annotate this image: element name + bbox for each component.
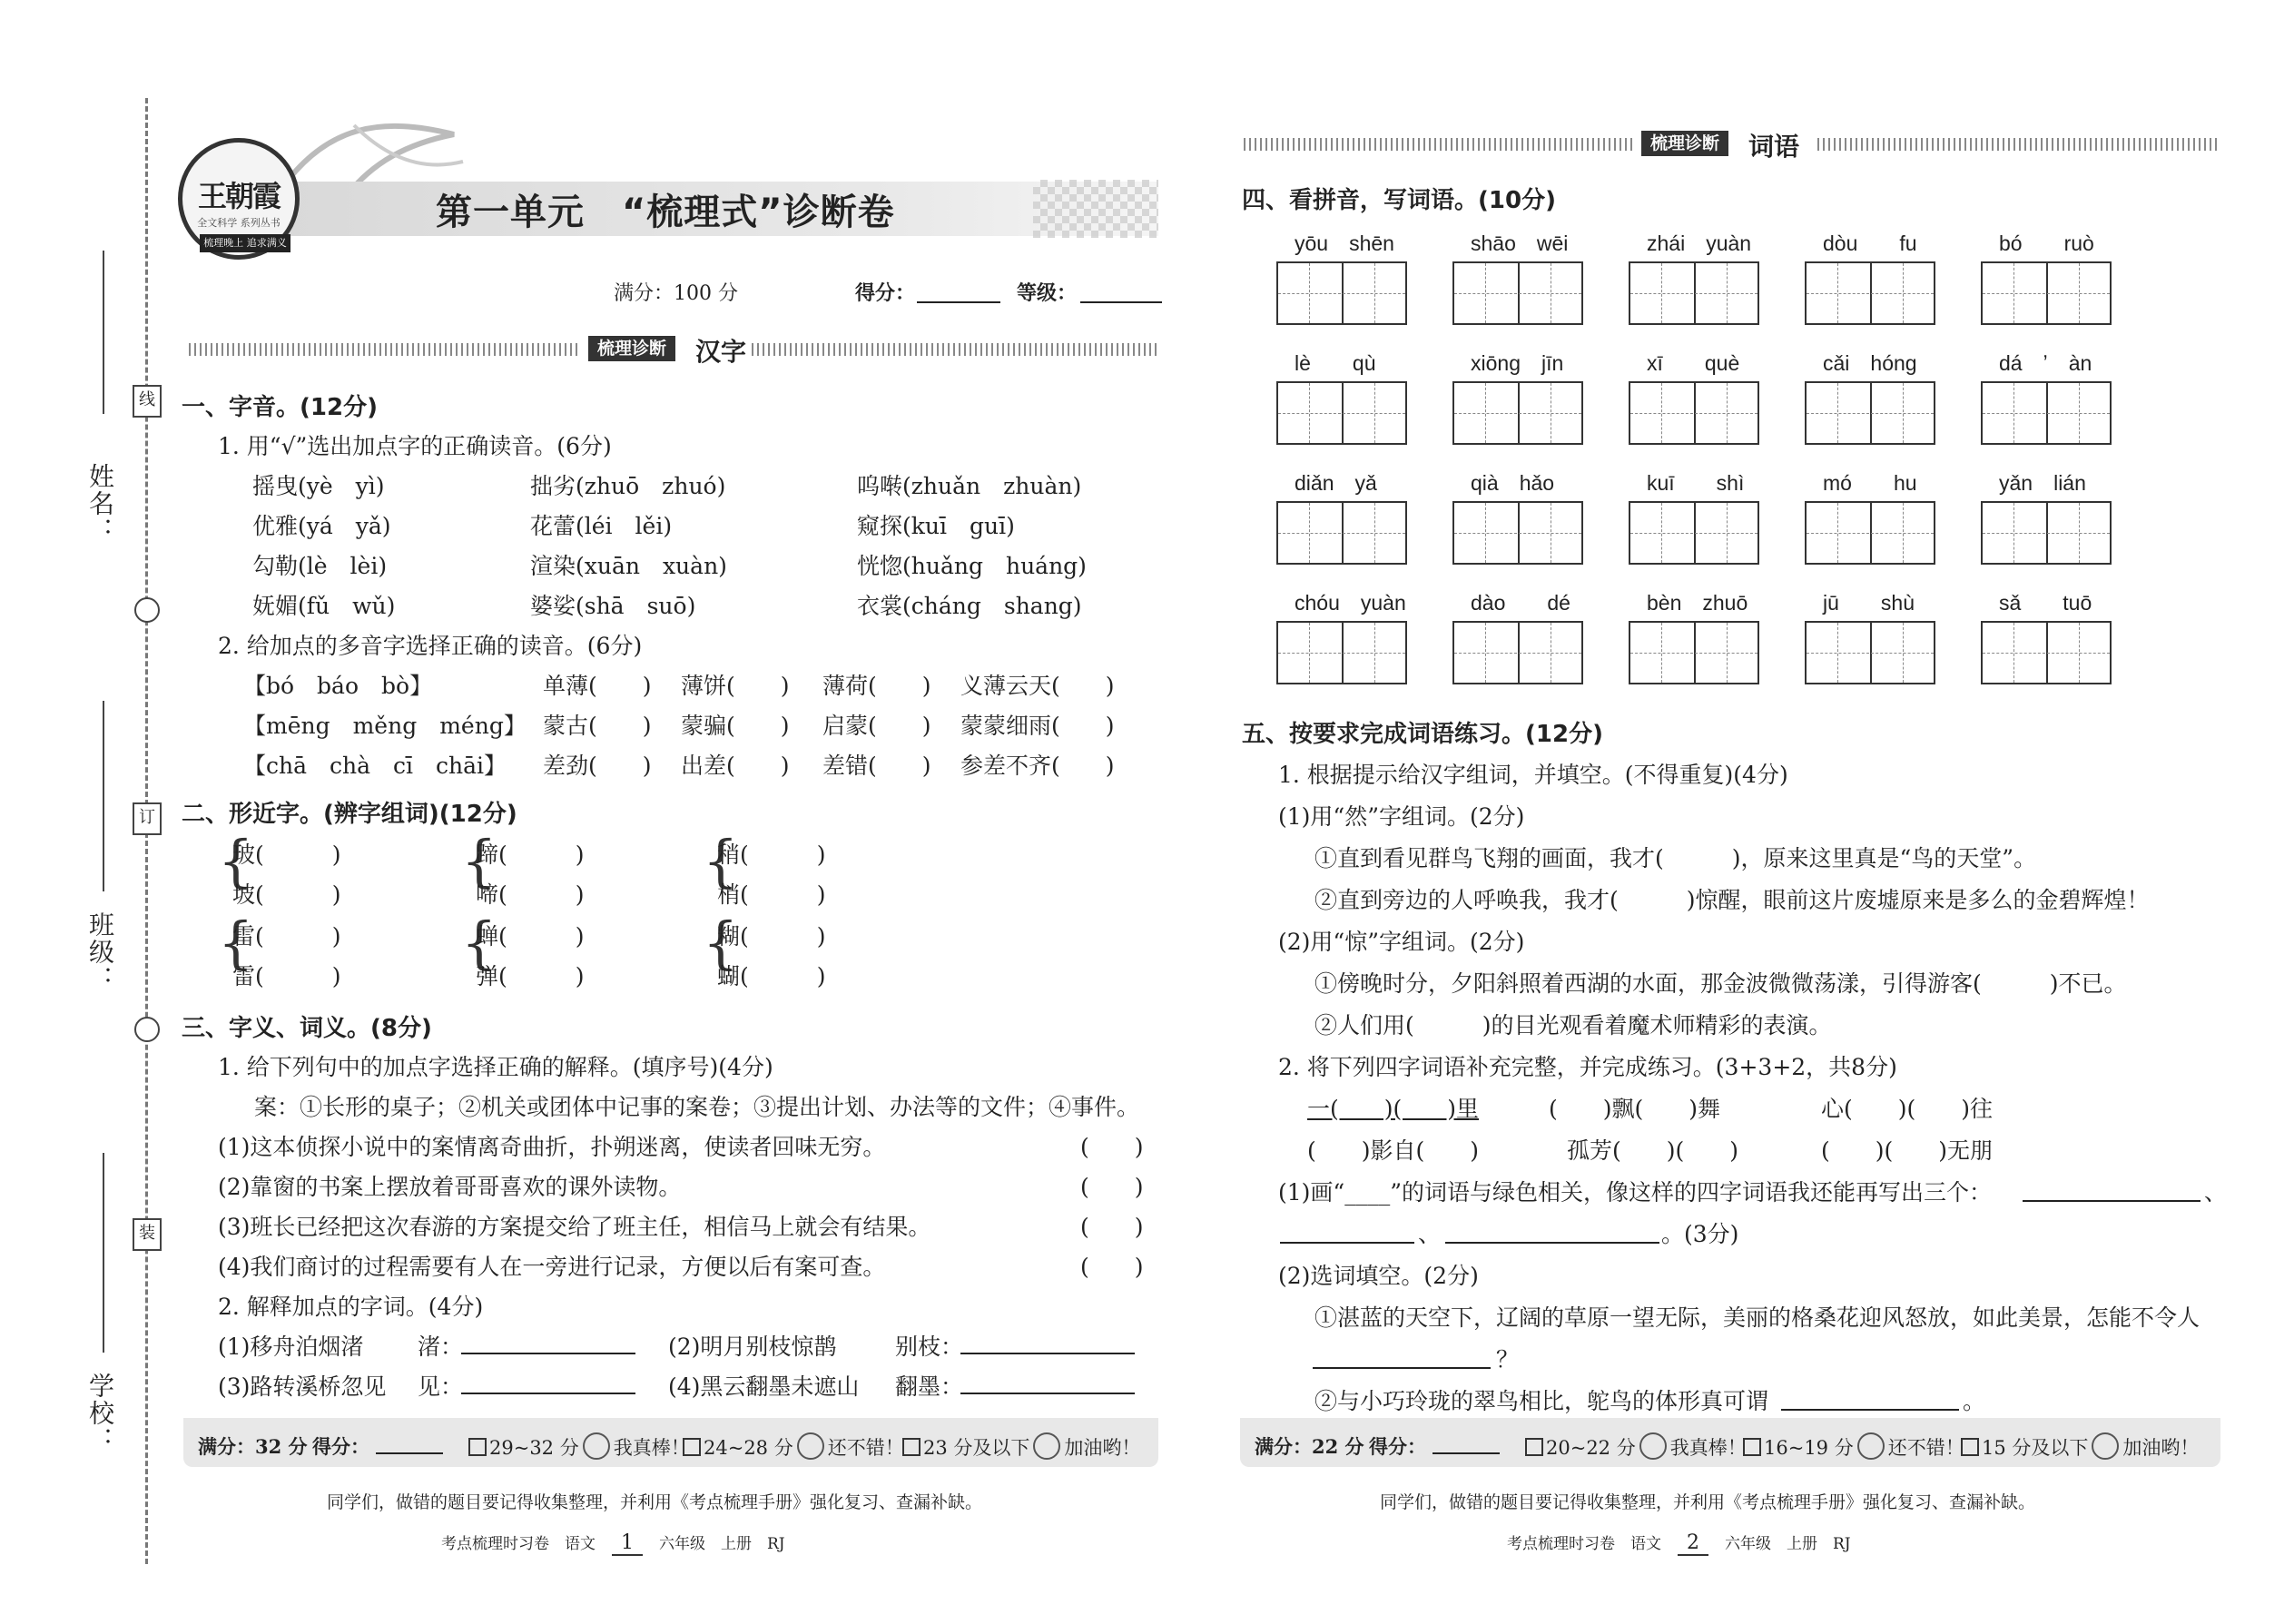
- page-number: 1: [612, 1531, 643, 1556]
- q5-sub2: 2. 将下列四字词语补充完整，并完成练习。(3+3+2，共8分): [1278, 1054, 1897, 1080]
- q3-item: (2)靠窗的书案上摆放着哥哥喜欢的课外读物。: [218, 1174, 682, 1200]
- q1-item[interactable]: 衣裳(cháng shang): [857, 593, 1082, 619]
- q3-word: 渚：: [418, 1334, 464, 1360]
- footer-score-label: 得分：: [1369, 1435, 1426, 1458]
- q1-blank[interactable]: 差劲( ): [543, 753, 652, 779]
- q2-item[interactable]: 啼( ): [476, 881, 585, 908]
- q2-item[interactable]: 玻( ): [232, 842, 341, 868]
- q3-answer-line[interactable]: [960, 1393, 1135, 1394]
- q2-item[interactable]: 雷( ): [232, 923, 341, 950]
- q5-part: (1)用“然”字组词。(2分): [1278, 803, 1525, 830]
- footer-score-label: 得分：: [312, 1435, 369, 1458]
- q1-item[interactable]: 优雅(yá yǎ): [252, 513, 391, 539]
- range-text: 16~19 分: [1764, 1437, 1854, 1459]
- binding-hole-icon: [134, 597, 160, 623]
- q1-item[interactable]: 窥探(kuī guī): [857, 513, 1015, 539]
- q5-part: (2)选词填空。(2分): [1278, 1263, 1479, 1289]
- q5-answer-line[interactable]: [1313, 1367, 1491, 1369]
- writing-grid-box[interactable]: [1805, 261, 1935, 325]
- q5-score: 。(3分): [1661, 1221, 1739, 1247]
- footer-note: 同学们，做错的题目要记得收集整理，并利用《考点梳理手册》强化复习、查漏补缺。: [327, 1492, 983, 1512]
- q5-answer-line[interactable]: [2023, 1200, 2200, 1202]
- q1-blank[interactable]: 出差( ): [681, 753, 790, 779]
- pinyin-label: yōu shēn: [1295, 231, 1394, 255]
- grade-field[interactable]: [1080, 278, 1162, 303]
- q1-choices: 【bó báo bò】: [243, 673, 433, 699]
- page-line: [441, 1530, 785, 1556]
- pinyin-label: mó hu: [1823, 471, 1917, 495]
- q2-item[interactable]: 雷( ): [232, 963, 341, 989]
- q5-part: (1)画“____”的词语与绿色相关，像这样的四字词语我还能再写出三个：: [1278, 1179, 1992, 1206]
- writing-grid-box[interactable]: [1452, 381, 1583, 445]
- q3-poem: (2)明月别枝惊鹊: [668, 1334, 837, 1360]
- q5-idiom[interactable]: 孤芳( )( ): [1567, 1137, 1739, 1164]
- range-comment: 加油哟！: [2122, 1437, 2200, 1459]
- writing-grid-box[interactable]: [1805, 381, 1935, 445]
- brace-icon: {: [703, 828, 739, 894]
- q1-item[interactable]: 勾勒(lè lèi): [252, 553, 388, 579]
- logo-text: 王朝霞: [197, 179, 280, 213]
- q1-item[interactable]: 恍惚(huǎng huáng): [857, 553, 1087, 579]
- q2-heading: 二、形近字。(辨字组词)(12分): [182, 801, 517, 828]
- range-text: 20~22 分: [1546, 1437, 1636, 1459]
- writing-grid-box[interactable]: [1276, 261, 1407, 325]
- section-label: 汉字: [695, 337, 747, 367]
- range-comment: 还不错！: [1887, 1437, 1964, 1459]
- cheer-face-icon: [1033, 1432, 1060, 1460]
- pinyin-label: cǎi hóng: [1823, 351, 1917, 375]
- q1-blank[interactable]: 差错( ): [822, 753, 931, 779]
- q1-item[interactable]: 摇曳(yè yì): [252, 473, 385, 499]
- q1-item[interactable]: 拙劣(zhuō zhuó): [530, 473, 726, 499]
- score-field[interactable]: [917, 278, 1000, 303]
- pinyin-label: xiōng jīn: [1471, 351, 1564, 375]
- q3-answer-blank[interactable]: ( ): [1080, 1254, 1144, 1280]
- q5-idiom[interactable]: 一( )( )里: [1307, 1096, 1480, 1122]
- q3-answer-blank[interactable]: ( ): [1080, 1174, 1144, 1200]
- writing-grid-box[interactable]: [1452, 621, 1583, 684]
- section-label: 词语: [1748, 132, 1800, 162]
- brace-icon: {: [218, 910, 254, 976]
- checkbox[interactable]: [902, 1438, 921, 1456]
- range-text: 24~28 分: [704, 1437, 793, 1459]
- q1-blank[interactable]: 单薄( ): [543, 673, 652, 699]
- q2-item[interactable]: 蝉( ): [476, 923, 585, 950]
- footer-score-field[interactable]: [1433, 1452, 1500, 1454]
- q1-choices: 【chā chà cī chāi】: [243, 753, 507, 779]
- q3-poem: (1)移舟泊烟渚: [218, 1334, 364, 1360]
- pinyin-label: sǎ tuō: [1999, 591, 2092, 615]
- checkbox[interactable]: [683, 1438, 701, 1456]
- q3-item: (3)班长已经把这次春游的方案提交给了班主任，相信马上就会有结果。: [218, 1214, 931, 1240]
- q5-qmark: ？: [1496, 1346, 1520, 1373]
- q1-item[interactable]: 妩媚(fǔ wǔ): [252, 593, 396, 619]
- range-text: 29~32 分: [489, 1437, 579, 1459]
- writing-grid-box[interactable]: [1805, 501, 1935, 565]
- pinyin-label: zhái yuàn: [1647, 231, 1752, 255]
- q1-item[interactable]: 婆娑(shā suō): [530, 593, 696, 619]
- checkbox[interactable]: [468, 1438, 487, 1456]
- pinyin-label: kuī shì: [1647, 471, 1745, 495]
- q5-answer-line[interactable]: [1280, 1242, 1414, 1244]
- q5-sub1: 1. 根据提示给汉字组词，并填空。(不得重复)(4分): [1278, 762, 1788, 788]
- writing-grid-box[interactable]: [1629, 381, 1759, 445]
- q2-item[interactable]: 弹( ): [476, 963, 585, 989]
- range-text: 23 分及以下: [923, 1437, 1030, 1459]
- logo-sub: 全文科学 系列丛书: [197, 217, 281, 229]
- writing-grid-box[interactable]: [1629, 621, 1759, 684]
- q2-item[interactable]: 糊( ): [717, 923, 826, 950]
- q5-sentence[interactable]: ①直到看见群鸟飞翔的画面，我才( )，原来这里真是“鸟的天堂”。: [1314, 845, 2037, 871]
- q1-item[interactable]: 呜啭(zhuǎn zhuàn): [857, 473, 1082, 499]
- writing-grid-box[interactable]: [1981, 261, 2112, 325]
- q5-answer-line[interactable]: [1781, 1409, 1959, 1411]
- q5-sentence[interactable]: ②直到旁边的人呼唤我，我才( )惊醒，眼前这片废墟原来是多么的金碧辉煌！: [1314, 887, 2150, 913]
- section-strip: [189, 343, 579, 356]
- checkbox[interactable]: [1743, 1438, 1761, 1456]
- q3-poem: (4)黑云翻墨未遮山: [668, 1373, 860, 1400]
- q5-heading: 五、按要求完成词语练习。(12分): [1242, 721, 1603, 748]
- q3-poem: (3)路转溪桥忽见: [218, 1373, 387, 1400]
- class-fill-line[interactable]: [103, 701, 104, 891]
- writing-grid-box[interactable]: [1629, 501, 1759, 565]
- pinyin-label: bèn zhuō: [1647, 591, 1748, 615]
- writing-grid-box[interactable]: [1629, 261, 1759, 325]
- cheer-face-icon: [2092, 1432, 2119, 1460]
- class-label: 班级：: [85, 911, 115, 993]
- pinyin-label: lè qù: [1295, 351, 1376, 375]
- brace-icon: {: [218, 828, 254, 894]
- pinyin-label: xī què: [1647, 351, 1740, 375]
- q3-answer-line[interactable]: [461, 1393, 635, 1394]
- q5-idiom[interactable]: ( )飘( )舞: [1549, 1096, 1721, 1122]
- q2-item[interactable]: 蝴( ): [717, 963, 826, 989]
- q5-part: (2)用“惊”字组词。(2分): [1278, 929, 1525, 955]
- footer-range: [902, 1432, 1140, 1461]
- q5-answer-line[interactable]: [1445, 1242, 1659, 1244]
- footer-range: [683, 1432, 904, 1461]
- footer-range: [1743, 1432, 1964, 1461]
- q5-comma: 、: [2204, 1179, 2228, 1206]
- q2-item[interactable]: 坡( ): [232, 881, 341, 908]
- writing-grid-box[interactable]: [1276, 381, 1407, 445]
- section-tag: 梳理诊断: [1641, 131, 1728, 156]
- q5-comma: 、: [1418, 1221, 1442, 1247]
- page-line-a: 考点梳理时习卷 语文: [441, 1535, 596, 1553]
- pinyin-label: shāo wēi: [1471, 231, 1569, 255]
- q3-item: (4)我们商讨的过程需要有人在一旁进行记录，方便以后有案可查。: [218, 1254, 886, 1280]
- checkbox[interactable]: [1525, 1438, 1543, 1456]
- range-comment: 还不错！: [827, 1437, 904, 1459]
- q1-blank[interactable]: 薄饼( ): [681, 673, 790, 699]
- brace-icon: {: [461, 828, 497, 894]
- q4-heading: 四、看拼音，写词语。(10分): [1242, 187, 1556, 214]
- q1-item[interactable]: 花蕾(léi lěi): [530, 513, 673, 539]
- footer-range: [468, 1432, 690, 1461]
- q3-word: 翻墨：: [895, 1373, 964, 1400]
- page-line-b: 六年级 上册 RJ: [1725, 1535, 1851, 1553]
- range-comment: 我真棒！: [1669, 1437, 1747, 1459]
- q1-blank[interactable]: 蒙蒙细雨( ): [960, 713, 1115, 739]
- writing-grid-box[interactable]: [1981, 621, 2112, 684]
- q3-answer-line[interactable]: [461, 1353, 635, 1354]
- binding-tag-order: 订: [133, 802, 162, 835]
- pinyin-label: jū shù: [1823, 591, 1915, 615]
- pinyin-label: bó ruò: [1999, 231, 2094, 255]
- writing-grid-box[interactable]: [1981, 381, 2112, 445]
- footer-range: [1525, 1432, 1747, 1461]
- footer-full: 满分：22 分: [1255, 1435, 1364, 1458]
- page-title: 第一单元 “梳理式”诊断卷: [436, 192, 895, 233]
- school-fill-line[interactable]: [103, 1153, 104, 1353]
- footer-range: [1961, 1432, 2199, 1461]
- pinyin-label: yǎn lián: [1999, 471, 2086, 495]
- writing-grid-box[interactable]: [1276, 621, 1407, 684]
- q1-blank[interactable]: 启蒙( ): [822, 713, 931, 739]
- school-label: 学校：: [85, 1373, 115, 1454]
- section-tag: 梳理诊断: [588, 336, 675, 361]
- smile-face-icon: [1857, 1432, 1885, 1460]
- range-text: 15 分及以下: [1982, 1437, 2089, 1459]
- q5-sentence: ②与小巧玲珑的翠鸟相比，鸵鸟的体形真可谓: [1314, 1388, 1769, 1414]
- brace-icon: {: [461, 910, 497, 976]
- q1-sub1: 1. 用“√”选出加点字的正确读音。(6分): [218, 433, 612, 459]
- footer-full: 满分：32 分: [198, 1435, 308, 1458]
- brace-icon: {: [703, 910, 739, 976]
- grade-label: 等级：: [1017, 281, 1078, 305]
- q3-sub1: 1. 给下列句中的加点字选择正确的解释。(填序号)(4分): [218, 1054, 773, 1080]
- q3-options: 案：①长形的桌子；②机关或团体中记事的案卷；③提出计划、办法等的文件；④事件。: [254, 1094, 1140, 1120]
- binding-tag-line: 线: [133, 385, 162, 418]
- logo-ribbon: 梳理晚上 追求满义: [200, 234, 290, 252]
- section-strip: [752, 343, 1158, 356]
- checker-decoration: [1033, 180, 1158, 238]
- writing-grid-box[interactable]: [1452, 501, 1583, 565]
- q3-answer-blank[interactable]: ( ): [1080, 1134, 1144, 1160]
- q5-sentence: ①湛蓝的天空下，辽阔的草原一望无际，美丽的格桑花迎风怒放，如此美景，怎能不令人: [1314, 1304, 2200, 1331]
- q2-item[interactable]: 蹄( ): [476, 842, 585, 868]
- q1-blank[interactable]: 蒙骗( ): [681, 713, 790, 739]
- q1-sub2: 2. 给加点的多音字选择正确的读音。(6分): [218, 633, 643, 659]
- q1-item[interactable]: 渲染(xuān xuàn): [530, 553, 727, 579]
- page-line-a: 考点梳理时习卷 语文: [1507, 1535, 1661, 1553]
- q5-idiom[interactable]: ( )影自( ): [1307, 1137, 1480, 1164]
- page-line-b: 六年级 上册 RJ: [659, 1535, 785, 1553]
- pinyin-label: dào dé: [1471, 591, 1570, 615]
- section-strip: [1244, 138, 1636, 151]
- writing-grid-box[interactable]: [1276, 501, 1407, 565]
- pinyin-label: dòu fu: [1823, 231, 1917, 255]
- q3-item: (1)这本侦探小说中的案情离奇曲折，扑朔迷离，使读者回味无穷。: [218, 1134, 886, 1160]
- q5-sentence[interactable]: ①傍晚时分，夕阳斜照着西湖的水面，那金波微微荡漾，引得游客( )不已。: [1314, 970, 2127, 997]
- name-fill-line[interactable]: [103, 251, 104, 414]
- pinyin-label: qià hǎo: [1471, 471, 1555, 495]
- q2-item[interactable]: 梢( ): [717, 881, 826, 908]
- q5-end: 。: [1963, 1388, 1986, 1414]
- q3-answer-line[interactable]: [960, 1353, 1135, 1354]
- range-comment: 加油哟！: [1064, 1437, 1141, 1459]
- binding-hole-icon: [134, 1017, 160, 1042]
- q3-answer-blank[interactable]: ( ): [1080, 1214, 1144, 1240]
- full-score: 满分：100 分: [614, 282, 738, 305]
- q5-idiom[interactable]: ( )( )无朋: [1821, 1137, 1994, 1164]
- q1-heading: 一、字音。(12分): [182, 394, 378, 421]
- range-comment: 我真棒！: [613, 1437, 690, 1459]
- score-label: 得分：: [855, 281, 916, 305]
- pinyin-label: dá ʼ àn: [1999, 351, 2092, 375]
- q3-heading: 三、字义、词义。(8分): [182, 1015, 432, 1042]
- q3-word: 别枝：: [895, 1334, 964, 1360]
- binding-tag-install: 装: [133, 1218, 162, 1251]
- section-strip: [1817, 138, 2217, 151]
- pinyin-label: chóu yuàn: [1295, 591, 1406, 615]
- q1-blank[interactable]: 参差不齐( ): [960, 753, 1115, 779]
- q1-blank[interactable]: 义薄云天( ): [960, 673, 1115, 699]
- writing-grid-box[interactable]: [1981, 501, 2112, 565]
- writing-grid-box[interactable]: [1452, 261, 1583, 325]
- page-line: [1507, 1530, 1851, 1556]
- footer-note: 同学们，做错的题目要记得收集整理，并利用《考点梳理手册》强化复习、查漏补缺。: [1380, 1492, 2036, 1512]
- page-number: 2: [1678, 1531, 1708, 1556]
- pinyin-label: diǎn yǎ: [1295, 471, 1377, 495]
- q1-blank[interactable]: 蒙古( ): [543, 713, 652, 739]
- q5-idiom[interactable]: 心( )( )往: [1821, 1096, 1994, 1122]
- q3-word: 见：: [418, 1373, 464, 1400]
- smile-face-icon: [797, 1432, 824, 1460]
- q2-item[interactable]: 稍( ): [717, 842, 826, 868]
- writing-grid-box[interactable]: [1805, 621, 1935, 684]
- footer-score-field[interactable]: [376, 1452, 443, 1454]
- q3-sub2: 2. 解释加点的字词。(4分): [218, 1294, 484, 1320]
- q5-sentence[interactable]: ②人们用( )的目光观看着魔术师精彩的表演。: [1314, 1012, 1832, 1038]
- q1-blank[interactable]: 薄荷( ): [822, 673, 931, 699]
- q1-choices: 【mēng měng méng】: [243, 713, 527, 739]
- name-label: 姓名：: [85, 463, 115, 545]
- happy-face-icon: [583, 1432, 610, 1460]
- happy-face-icon: [1639, 1432, 1667, 1460]
- checkbox[interactable]: [1961, 1438, 1979, 1456]
